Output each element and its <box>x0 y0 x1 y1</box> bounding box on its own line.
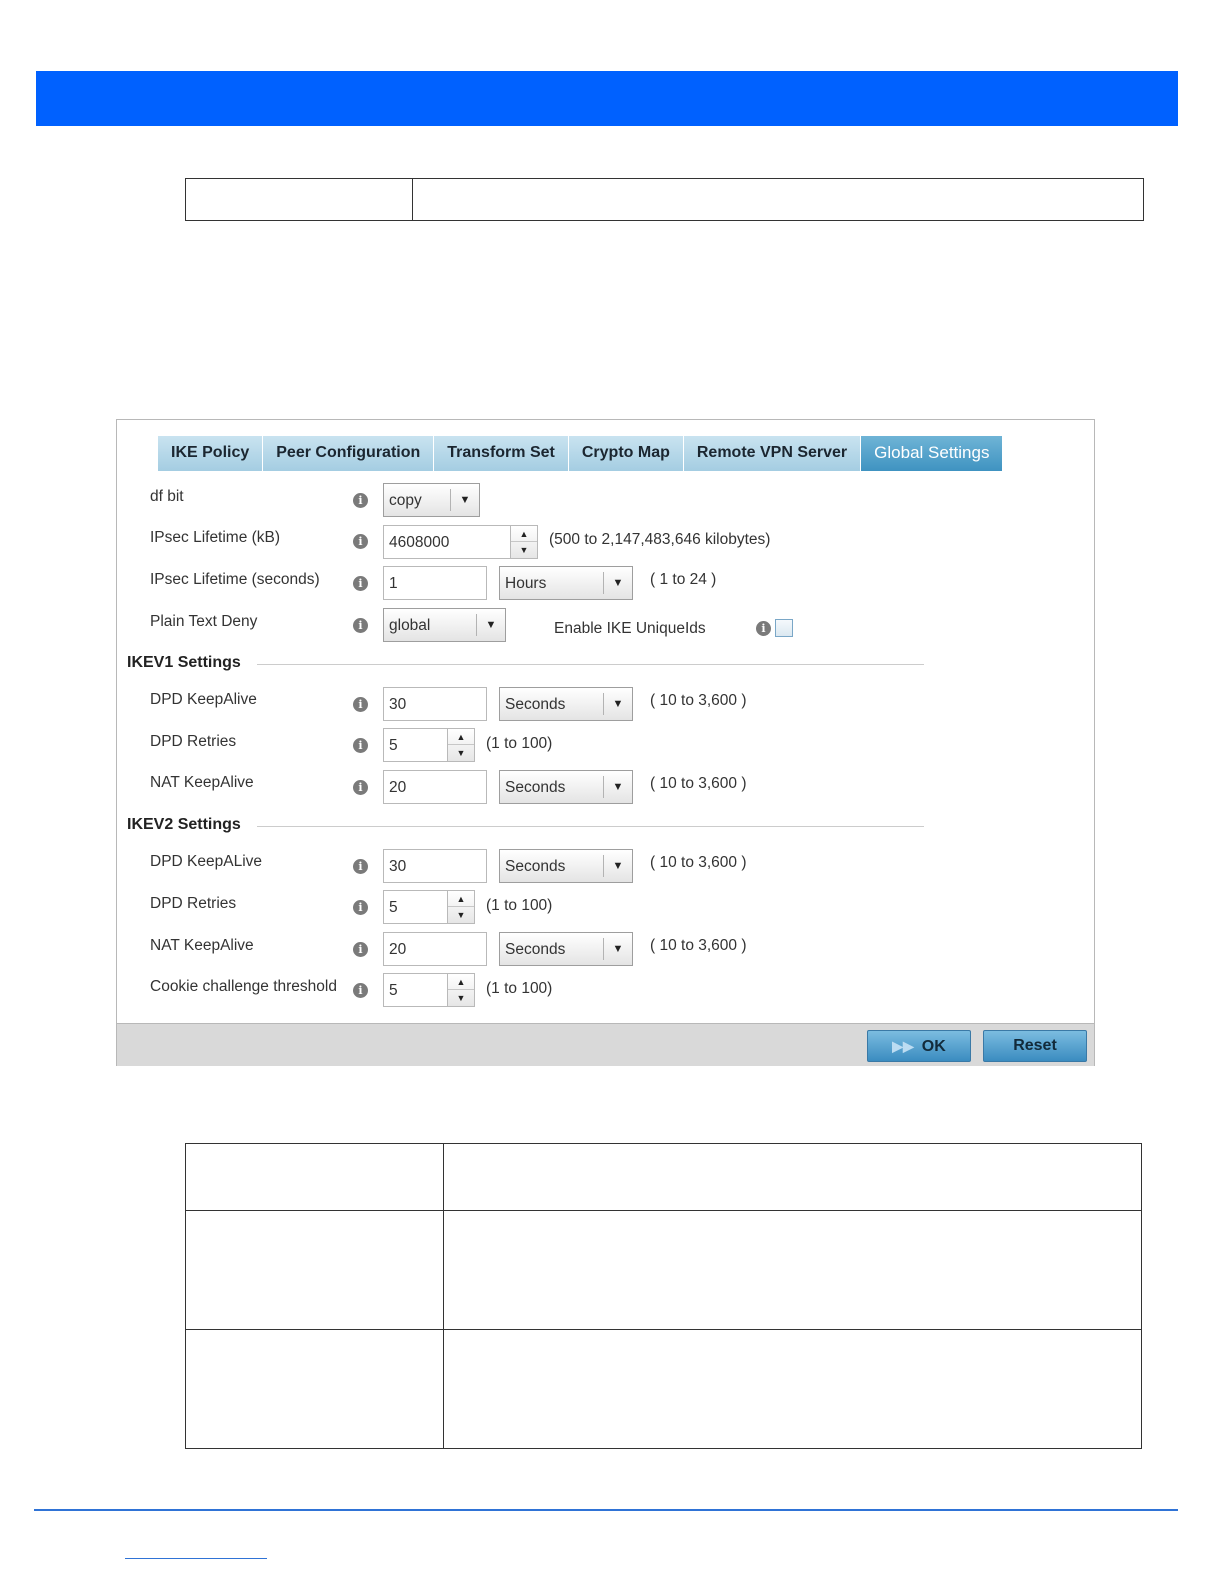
enable-ike-uniqueids-label: Enable IKE UniqueIds <box>554 620 706 637</box>
plain-text-deny-label: Plain Text Deny <box>150 613 258 630</box>
ikev1-nat-keepalive-value: 20 <box>389 779 407 796</box>
ikev1-nat-keepalive-unit: Seconds <box>505 779 566 796</box>
table-row <box>186 179 1144 221</box>
ikev1-dpd-keepalive-label: DPD KeepAlive <box>150 691 257 708</box>
ipsec-lifetime-seconds-input[interactable] <box>383 566 487 600</box>
df-bit-value: copy <box>389 492 422 509</box>
ikev1-dpd-keepalive-input[interactable] <box>383 687 487 721</box>
ipsec-lifetime-seconds-value: 1 <box>389 575 398 592</box>
global-settings-panel <box>116 419 1095 1066</box>
cookie-threshold-hint: (1 to 100) <box>486 980 553 997</box>
spinner[interactable] <box>510 526 537 558</box>
ikev2-dpd-retries-value: 5 <box>389 899 398 916</box>
section-divider <box>257 826 924 827</box>
info-icon[interactable]: i <box>353 493 368 508</box>
table-row <box>186 1211 1142 1330</box>
ikev2-nat-keepalive-input[interactable] <box>383 932 487 966</box>
chevron-down-icon: ▼ <box>603 572 632 594</box>
chevron-down-icon[interactable]: ▼ <box>456 748 466 758</box>
chevron-up-icon[interactable]: ▲ <box>448 729 474 745</box>
ipsec-lifetime-kb-label: IPsec Lifetime (kB) <box>150 529 281 546</box>
ikev1-nat-keepalive-input[interactable] <box>383 770 487 804</box>
chevron-up-icon[interactable]: ▲ <box>448 891 474 907</box>
ikev2-dpd-keepalive-unit-select[interactable] <box>499 849 633 883</box>
button-bar <box>117 1023 1094 1066</box>
ok-button-label: OK <box>921 1038 946 1055</box>
ikev2-nat-keepalive-unit-select[interactable] <box>499 932 633 966</box>
cookie-threshold-label: Cookie challenge threshold <box>150 978 337 995</box>
cookie-threshold-value: 5 <box>389 982 398 999</box>
tab-ike-policy[interactable]: IKE Policy <box>158 436 263 471</box>
ikev2-nat-keepalive-unit: Seconds <box>505 941 566 958</box>
ipsec-lifetime-kb-value: 4608000 <box>389 534 450 551</box>
ikev1-nat-keepalive-label: NAT KeepAlive <box>150 774 254 791</box>
ikev2-nat-keepalive-label: NAT KeepAlive <box>150 937 254 954</box>
ikev2-dpd-keepalive-value: 30 <box>389 858 407 875</box>
ikev2-dpd-retries-label: DPD Retries <box>150 895 237 912</box>
info-icon[interactable]: i <box>353 942 368 957</box>
ikev2-dpd-keepalive-input[interactable] <box>383 849 487 883</box>
ipsec-lifetime-unit-value: Hours <box>505 575 547 592</box>
ikev2-dpd-retries-hint: (1 to 100) <box>486 897 553 914</box>
plain-text-deny-value: global <box>389 617 431 634</box>
bottom-table <box>185 1143 1142 1449</box>
spinner[interactable] <box>447 974 474 1006</box>
info-icon[interactable]: i <box>353 576 368 591</box>
chevron-down-icon: ▼ <box>603 776 632 798</box>
ikev1-dpd-keepalive-hint: ( 10 to 3,600 ) <box>650 692 747 709</box>
ikev2-nat-keepalive-value: 20 <box>389 941 407 958</box>
tab-remote-vpn-server[interactable]: Remote VPN Server <box>684 436 861 471</box>
info-icon[interactable]: i <box>353 534 368 549</box>
ipsec-lifetime-kb-hint: (500 to 2,147,483,646 kilobytes) <box>549 531 771 548</box>
info-icon[interactable]: i <box>353 983 368 998</box>
plain-text-deny-select[interactable] <box>383 608 506 642</box>
ikev1-dpd-keepalive-unit: Seconds <box>505 696 566 713</box>
reset-button[interactable]: Reset <box>983 1030 1087 1062</box>
info-icon[interactable]: i <box>353 900 368 915</box>
info-icon[interactable]: i <box>353 618 368 633</box>
df-bit-label: df bit <box>150 488 184 505</box>
chevron-down-icon[interactable]: ▼ <box>456 993 466 1003</box>
footer-link-rule <box>125 1558 267 1559</box>
info-icon[interactable]: i <box>353 859 368 874</box>
chevron-up-icon[interactable]: ▲ <box>448 974 474 990</box>
df-bit-select[interactable] <box>383 483 480 517</box>
double-arrow-icon: ▶▶ <box>892 1038 914 1054</box>
ikev1-dpd-keepalive-value: 30 <box>389 696 407 713</box>
chevron-down-icon: ▼ <box>476 614 505 636</box>
ok-button[interactable] <box>867 1030 971 1062</box>
ikev1-dpd-retries-value: 5 <box>389 737 398 754</box>
ikev1-nat-keepalive-hint: ( 10 to 3,600 ) <box>650 775 747 792</box>
cookie-threshold-stepper[interactable] <box>383 973 475 1007</box>
tab-bar <box>158 436 1003 471</box>
info-icon[interactable]: i <box>353 738 368 753</box>
ikev2-settings-title: IKEV2 Settings <box>127 816 241 833</box>
ikev2-dpd-keepalive-unit: Seconds <box>505 858 566 875</box>
table-row <box>186 1144 1142 1211</box>
ipsec-lifetime-unit-select[interactable] <box>499 566 633 600</box>
tab-peer-configuration[interactable]: Peer Configuration <box>263 436 434 471</box>
chevron-down-icon: ▼ <box>603 693 632 715</box>
ikev1-settings-title: IKEV1 Settings <box>127 654 241 671</box>
spinner[interactable] <box>447 891 474 923</box>
enable-ike-uniqueids-checkbox[interactable] <box>775 619 793 637</box>
ipsec-lifetime-seconds-label: IPsec Lifetime (seconds) <box>150 571 320 588</box>
spinner[interactable] <box>447 729 474 761</box>
info-icon[interactable]: i <box>353 780 368 795</box>
chevron-down-icon[interactable]: ▼ <box>519 545 529 555</box>
chevron-down-icon[interactable]: ▼ <box>456 910 466 920</box>
top-table <box>185 178 1144 221</box>
section-divider <box>257 664 924 665</box>
ikev1-dpd-retries-hint: (1 to 100) <box>486 735 553 752</box>
tab-global-settings[interactable]: Global Settings <box>861 436 1003 471</box>
ikev1-nat-keepalive-unit-select[interactable] <box>499 770 633 804</box>
ipsec-lifetime-kb-stepper[interactable] <box>383 525 538 559</box>
info-icon[interactable]: i <box>353 697 368 712</box>
ikev2-dpd-retries-stepper[interactable] <box>383 890 475 924</box>
chevron-up-icon[interactable]: ▲ <box>511 526 537 542</box>
ikev1-dpd-retries-stepper[interactable] <box>383 728 475 762</box>
ikev2-dpd-keepalive-label: DPD KeepALive <box>150 853 263 870</box>
tab-transform-set[interactable]: Transform Set <box>434 436 569 471</box>
chevron-down-icon: ▼ <box>450 489 479 511</box>
ikev2-nat-keepalive-hint: ( 10 to 3,600 ) <box>650 937 747 954</box>
chevron-down-icon: ▼ <box>603 855 632 877</box>
table-row <box>186 1330 1142 1449</box>
ikev1-dpd-retries-label: DPD Retries <box>150 733 237 750</box>
footer-rule <box>34 1509 1178 1511</box>
info-icon[interactable]: i <box>756 621 771 636</box>
ikev2-dpd-keepalive-hint: ( 10 to 3,600 ) <box>650 854 747 871</box>
chevron-down-icon: ▼ <box>603 938 632 960</box>
tab-crypto-map[interactable]: Crypto Map <box>569 436 684 471</box>
ikev1-dpd-keepalive-unit-select[interactable] <box>499 687 633 721</box>
ipsec-lifetime-seconds-hint: ( 1 to 24 ) <box>650 571 717 588</box>
header-bar <box>36 71 1178 126</box>
